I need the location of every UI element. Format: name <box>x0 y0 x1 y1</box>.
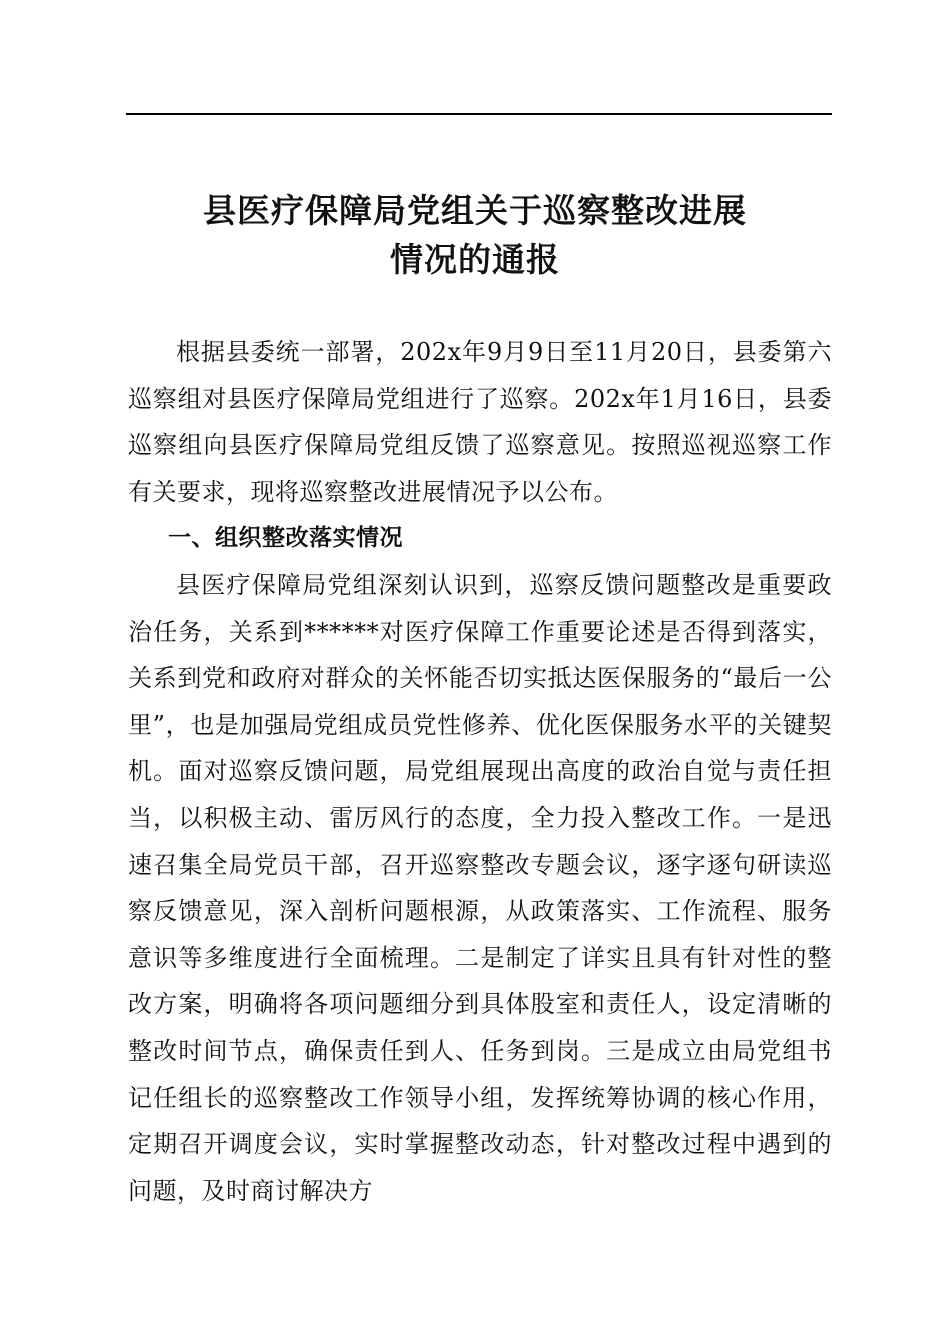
section-paragraph: 县医疗保障局党组深刻认识到，巡察反馈问题整改是重要政治任务，关系到******对医疗保障工作重要论述是否得到落实，关系到党和政府对群众的关怀能否切实抵达医保服务的“最后一公里”，也是加强局党组成员党性修养、优化医保服务水平的关键契机。面对巡察反馈问题，局党组展现出高度的政治自觉与责任担当，以积极主动、雷厉风行的态度，全力投入整改工作。一是迅速召集全局党员干部，召开巡察整改专题会议，逐字逐句研读巡察反馈意见，深入剖析问题根源，从政策落实、工作流程、服务意识等多维度进行全面梳理。二是制定了详实且具有针对性的整改方案，明确将各项问题细分到具体股室和责任人，设定清晰的整改时间节点，确保责任到人、任务到岗。三是成立由局党组书记任组长的巡察整改工作领导小组，发挥统筹协调的核心作用，定期召开调度会议，实时掌握整改动态，针对整改过程中遇到的问题，及时商讨解决方 <box>128 570 832 1205</box>
document-body <box>128 329 832 1214</box>
title-line-1: 县医疗保障局党组关于巡察整改进展 <box>203 191 747 230</box>
title-line-2: 情况的通报 <box>390 240 560 279</box>
section-heading: 一、组织整改落实情况 <box>168 525 403 552</box>
document-title <box>0 186 950 284</box>
header-rule <box>126 113 832 115</box>
intro-paragraph: 根据县委统一部署，202x年9月9日至11月20日，县委第六巡察组对县医疗保障局党组进行了巡察。202x年1月16日，县委巡察组向县医疗保障局党组反馈了巡察意见。按照巡视巡察工作有关要求，现将巡察整改进展情况予以公布。 <box>128 338 832 506</box>
